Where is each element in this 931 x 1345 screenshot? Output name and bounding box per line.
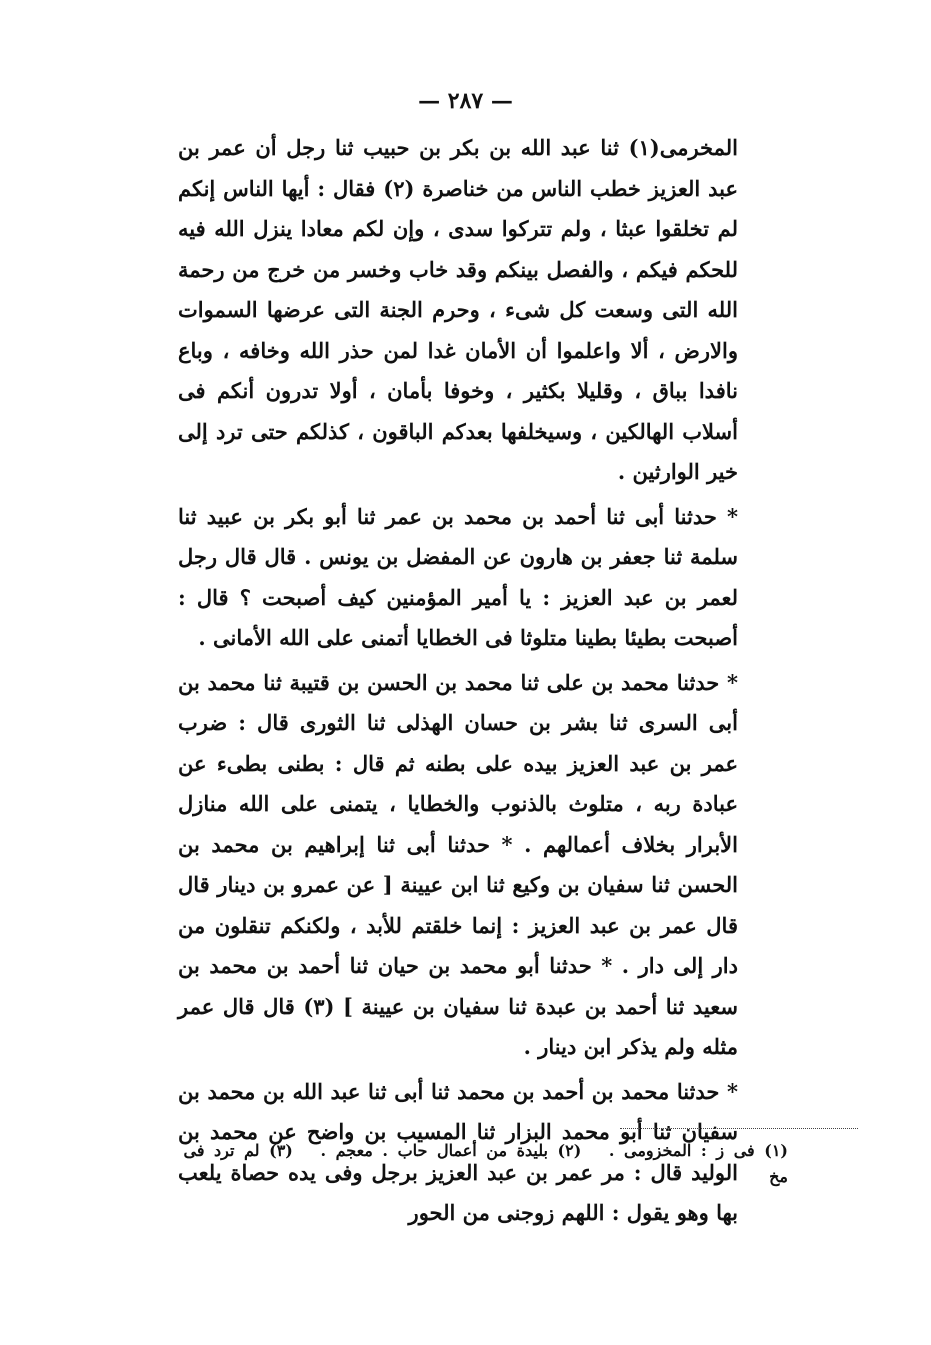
paragraph-batni-bati: * حدثنا محمد بن على ثنا محمد بن الحسن بن قتيبة ثنا محمد بن أبى السرى ثنا بشر بن حسان الهذلى ثنا الثورى قال : ضرب عمر بن عبد العزيز بيده على بطنه ثم قال : بطنى بطىء عن عبادة ربه ، متلوث بالذنوب والخطايا ، يتمنى على الله منازل الأبرار بخلاف أعمالهم . * حدثنا أبى ثنا إبراهيم بن محمد بن الحسن ثنا سفيان بن وكيع ثنا ابن عيينة [ عن عمرو بن دينار قال قال عمر بن عبد العزيز : إنما خلقتم للأبد ، ولكنكم تنقلون من دار إلى دار . * حدثنا أبو محمد بن حيان ثنا أحمد بن محمد بن سعيد ثنا أحمد بن عبدة ثنا سفيان بن عيينة ] (٣) قال قال عمر مثله ولم يذكر ابن دينار . [178, 669, 738, 1059]
paragraph-khutba: المخرمى(١) ثنا عبد الله بن بكر بن حبيب ثنا رجل أن عمر بن عبد العزيز خطب الناس من خناصرة (٢) فقال : أيها الناس إنكم لم تخلقوا عبثا ، ولم تتركوا سدى ، وإن لكم معادا ينزل الله فيه للحكم فيكم ، والفصل بينكم وقد خاب وخسر من خرج من رحمة الله التى وسعت كل شىء ، وحرم الجنة التى عرضها السموات والارض ، ألا واعلموا أن الأمان غدا لمن حذر الله وخافه ، وباع نافدا بباق ، وقليلا بكثير ، وخوفا بأمان ، أولا تدرون أنكم فى أسلاب الهالكين ، وسيخلفها بعدكم الباقون ، كذلكم حتى ترد إلى خير الوارثين . [178, 135, 738, 484]
footnotes [178, 1138, 788, 1190]
main-text [178, 128, 738, 1234]
footnote-2: (٢) بليدة من أعمال حاب . معجم . [320, 1141, 582, 1160]
page-number: — ٢٨٧ — [418, 88, 513, 114]
paragraph-kayf-asbahta: * حدثنا أبى ثنا أحمد بن محمد بن عمر ثنا أبو بكر بن عبيد ثنا سلمة ثنا جعفر بن هارون عن المفضل بن يونس . قال قال رجل لعمر بن عبد العزيز : يا أمير المؤمنين كيف أصبحت ؟ قال : أصبحت بطيئا بطينا متلوثا فى الخطايا أتمنى على الله الأمانى . [178, 503, 738, 650]
footnote-3: (٣) لم ترد فى مخ [183, 1141, 788, 1186]
footnote-divider [620, 1128, 858, 1129]
footnote-1: (١) فى ز : المخزومى . [608, 1141, 788, 1160]
paragraph-hasat: * حدثنا محمد بن أحمد بن محمد ثنا أبى ثنا عبد الله بن محمد بن سفيان ثنا أبو محمد البزار ثنا المسيب بن واضح عن محمد بن الوليد قال : مر عمر بن عبد العزيز برجل وفى يده حصاة يلعب بها وهو يقول : اللهم زوجنى من الحور [178, 1078, 738, 1225]
